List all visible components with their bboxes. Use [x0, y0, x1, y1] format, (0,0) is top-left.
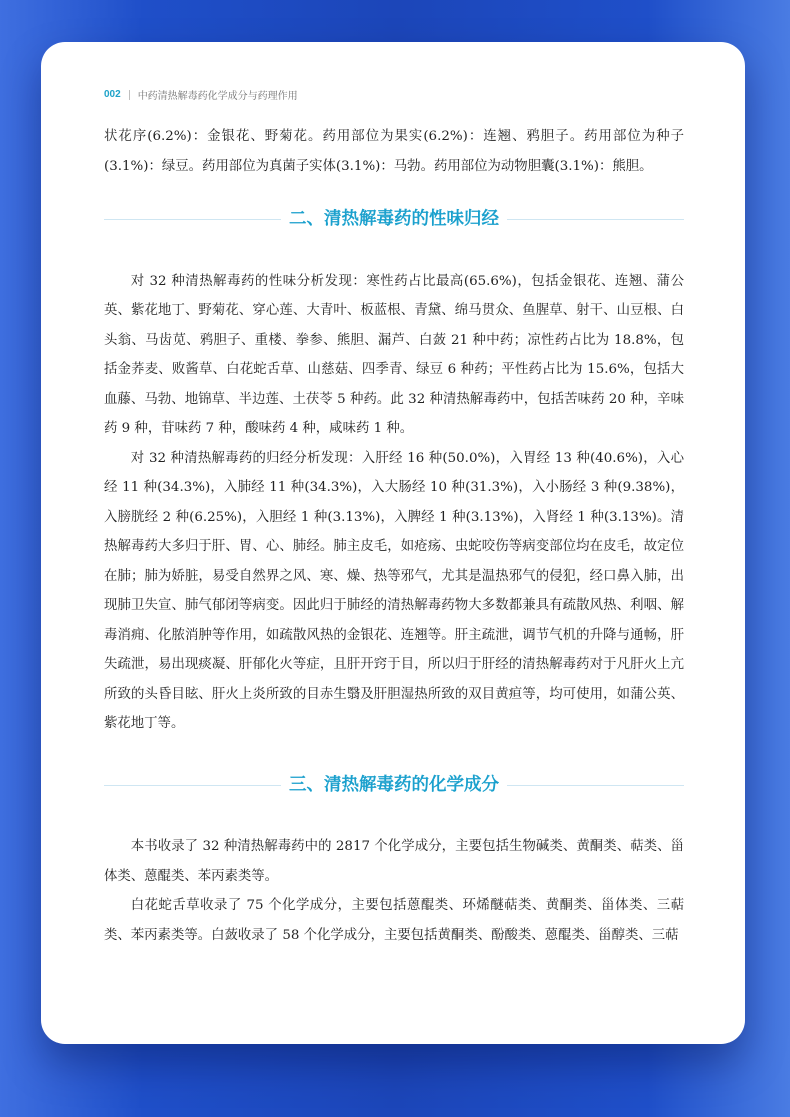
page-body — [104, 122, 684, 950]
heading-rule-left — [104, 785, 281, 786]
section-heading-chemistry — [104, 771, 684, 801]
section-heading-properties — [104, 205, 684, 235]
heading-rule-right — [507, 219, 684, 220]
book-title: 中药清热解毒药化学成分与药理作用 — [137, 91, 298, 102]
section-title: 二、清热解毒药的性味归经 — [289, 209, 499, 229]
paragraph: 对 32 种清热解毒药的性味分析发现：寒性药占比最高(65.6%)，包括金银花、连翘、蒲公英、紫花地丁、野菊花、穿心莲、大青叶、板蓝根、青黛、绵马贯众、鱼腥草、射干、山豆根、白头翁、马齿苋、鸦胆子、重楼、拳参、熊胆、漏芦、白蔹 21 种中药；凉性药占比为 18.8%，包括金荞麦、败酱草、白花蛇舌草、山慈菇、四季青、绿豆 6 种药；平性药占比为 15.6%，包括大血藤、马勃、地锦草、半边莲、土茯苓 5 种药。此 32 种清热解毒药中，包括苦味药 20 种，辛味药 9 种，苷味药 7 种，酸味药 4 种，咸味药 1 种。 — [104, 273, 684, 436]
paragraph: 对 32 种清热解毒药的归经分析发现：入肝经 16 种(50.0%)，入胃经 13 种(40.6%)，入心经 11 种(34.3%)，入肺经 11 种(34.3%)，入大肠经 10 种(31.3%)，入小肠经 3 种(9.38%)，入膀胱经 2 种(6.25%)，入胆经 1 种(3.13%)，入脾经 1 种(3.13%)，入肾经 1 种(3.13%)。清热解毒药大多归于肝、胃、心、肺经。肺主皮毛，如疮疡、虫蛇咬伤等病变部位均在皮毛，故定位在肺；肺为娇脏，易受自然界之风、寒、燥、热等邪气，尤其是温热邪气的侵犯，经口鼻入肺，出现肺卫失宣、肺气郁闭等病变。因此归于肺经的清热解毒药物大多数都兼具有疏散风热、利咽、解毒消痈、化脓消肿等作用，如疏散风热的金银花、连翘等。肝主疏泄，调节气机的升降与通畅，肝失疏泄，易出现痰凝、肝郁化火等症，且肝开窍于目，所以归于肝经的清热解毒药对于凡肝火上亢所致的头昏目眩、肝火上炎所致的目赤生翳及肝胆湿热所致的双目黄疸等，均可使用，如蒲公英、紫花地丁等。 — [104, 450, 684, 731]
paragraph: 本书收录了 32 种清热解毒药中的 2817 个化学成分，主要包括生物碱类、黄酮类、萜类、甾体类、蒽醌类、苯丙素类等。 — [104, 839, 684, 884]
paragraph: 白花蛇舌草收录了 75 个化学成分，主要包括蒽醌类、环烯醚萜类、黄酮类、甾体类、三萜类、苯丙素类等。白蔹收录了 58 个化学成分，主要包括黄酮类、酚酸类、蒽醌类、甾醇类、三萜 — [104, 898, 684, 943]
section-title: 三、清热解毒药的化学成分 — [289, 774, 499, 795]
page-number: 002 — [104, 89, 121, 100]
continued-paragraph: 状花序(6.2%)：金银花、野菊花。药用部位为果实(6.2%)：连翘、鸦胆子。药用部位为种子(3.1%)：绿豆。药用部位为真菌子实体(3.1%)：马勃。药用部位为动物胆囊(3.1%)：熊胆。 — [104, 129, 684, 174]
header-divider — [129, 90, 130, 100]
heading-rule-left — [104, 219, 281, 220]
running-head — [104, 87, 298, 102]
heading-rule-right — [507, 785, 684, 786]
book-page — [41, 42, 745, 1044]
